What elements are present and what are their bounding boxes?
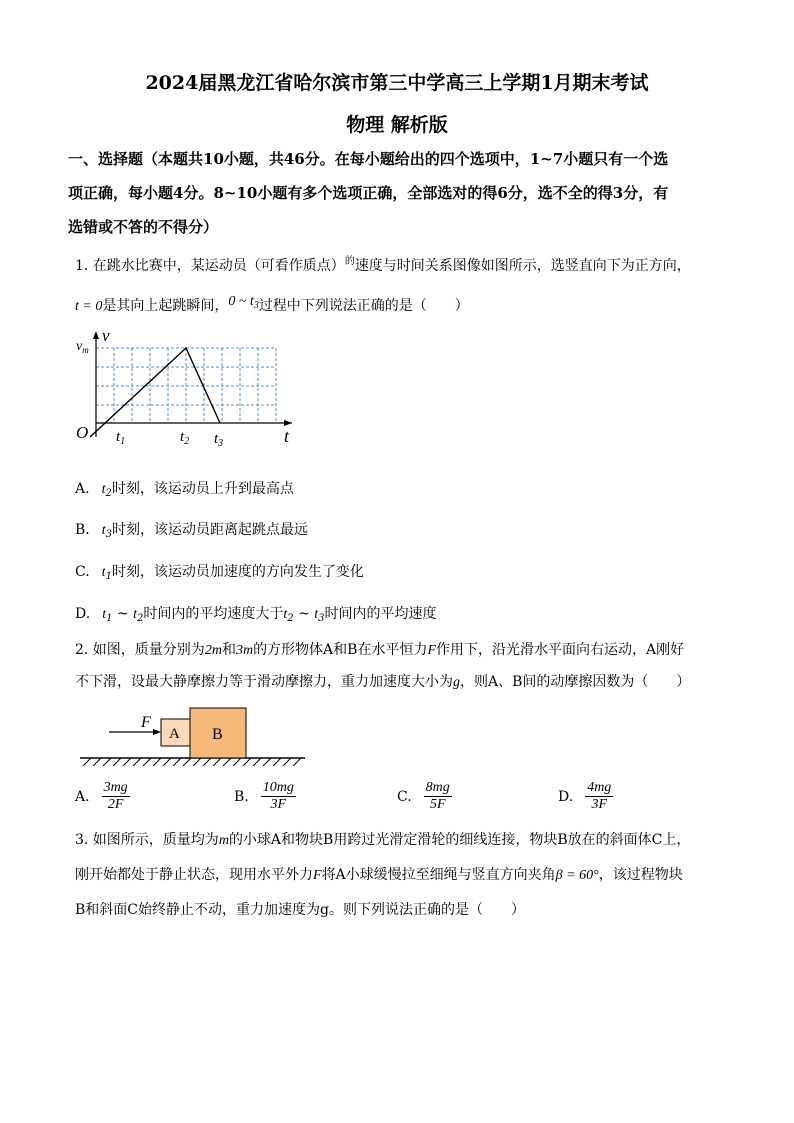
q2-option-c-fraction: $\frac{8mg}{5F}$ <box>425 780 450 812</box>
origin-label: O <box>76 423 89 442</box>
q1-line-1: 1. 在跳水比赛中，某运动员（可看作质点）$^的$速度与时间关系图像如图所示，选竖直向下为正方向， <box>75 256 691 274</box>
q1-option-c: C. $t_1$时刻，该运动员加速度的方向发生了变化 <box>75 564 364 582</box>
section-line-1: 一、选择题（本题共10小题，共46分。在每小题给出的四个选项中，1~7小题只有一个选 <box>68 150 669 168</box>
vm-label: $v_m$ <box>76 339 89 355</box>
section-line-2: 项正确，每小题4分。8~10小题有多个选项正确，全部选对的得6分，选不全的得3分，有 <box>68 184 669 202</box>
vt-line <box>90 348 220 437</box>
force-label: F <box>141 714 151 731</box>
force-arrowhead <box>153 729 161 735</box>
t2-label: $t_2$ <box>180 429 190 447</box>
q2-option-a-fraction: $\frac{3mg}{2F}$ <box>103 780 128 812</box>
q2-option-b-fraction: $\frac{10mg}{3F}$ <box>262 780 294 812</box>
q1-option-a: A. $t_2$时刻，该运动员上升到最高点 <box>75 481 294 499</box>
t1-label: $t_1$ <box>116 429 126 447</box>
q3-line-2: 刚开始都处于静止状态，现用水平外力F将A小球缓慢拉至细绳与竖直方向夹角β = 60°，该过程物块 <box>75 867 683 883</box>
q1-vt-graph <box>70 325 310 455</box>
page-subtitle: 物理 解析版 <box>346 114 448 136</box>
q1-option-b: B. $t_3$时刻，该运动员距离起跳点最远 <box>75 522 309 540</box>
t-label: t <box>284 426 290 446</box>
q1-grid <box>96 348 276 423</box>
q3-line-1: 3. 如图所示，质量均为m的小球A和物块B用跨过光滑定滑轮的细线连接，物块B放在的斜面体C上， <box>75 832 691 848</box>
q2-option-a: A. $\frac{3mg}{2F}$ <box>75 780 128 812</box>
q2-option-b: B. $\frac{10mg}{3F}$ <box>234 780 294 812</box>
q2-option-d-fraction: $\frac{4mg}{3F}$ <box>587 780 612 812</box>
ground-hatching <box>83 758 301 766</box>
section-header <box>68 142 730 244</box>
q1-option-d: D. $t_1$ ~ $t_2$时间内的平均速度大于$t_2$ ~ $t_3$时间内的平均速度 <box>75 606 437 624</box>
q1-interval: 0 ~ $t_3$ <box>228 294 259 311</box>
v-label: v <box>102 326 110 345</box>
v-axis-arrow <box>93 331 99 339</box>
q2-blocks-figure <box>75 702 310 772</box>
q2-option-d: D. $\frac{4mg}{3F}$ <box>558 780 612 812</box>
q2-line-2: 不下滑，设最大静摩擦力等于滑动摩擦力，重力加速度大小为g，则A、B间的动摩擦因数为（ ） <box>75 674 691 690</box>
block-a-label: A <box>169 726 180 742</box>
q3-line-3: B和斜面C始终静止不动，重力加速度为g。则下列说法正确的是（ ） <box>75 902 525 918</box>
q1-line-2: t = 0是其向上起跳瞬间，0 ~ $t_3$过程中下列说法正确的是（ ） <box>75 294 469 314</box>
block-b-label: B <box>212 726 223 743</box>
q2-line-1: 2. 如图，质量分别为2m和3m的方形物体A和B在水平恒力F作用下，沿光滑水平面向右运动，A刚好 <box>75 642 685 658</box>
q2-option-c: C. $\frac{8mg}{5F}$ <box>397 780 450 812</box>
t3-label: $t_3$ <box>214 431 224 449</box>
section-line-3: 选错或不答的不得分） <box>68 218 219 236</box>
page-title: 2024届黑龙江省哈尔滨市第三中学高三上学期1月期末考试 <box>145 72 649 94</box>
